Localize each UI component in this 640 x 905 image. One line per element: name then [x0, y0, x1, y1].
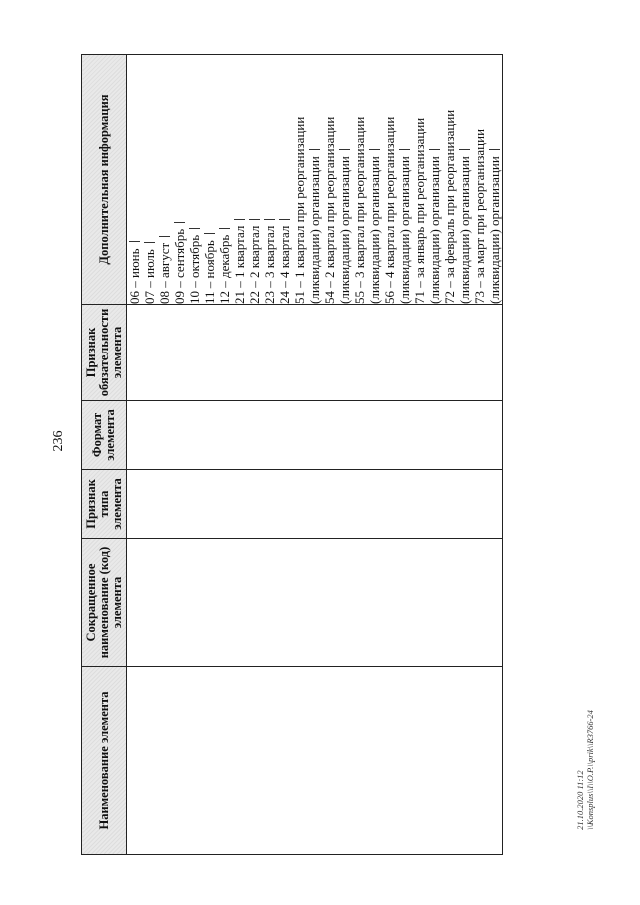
info-code-line	[307, 55, 322, 304]
info-code-text: (ликвидации) организации	[337, 156, 352, 304]
info-code-text: 22 – 2 квартал	[247, 225, 262, 304]
page-number-text: 236	[51, 430, 66, 452]
header-additional-info: Дополнительная информация	[82, 55, 127, 305]
header-element-code: Сокращенное наименование (код) элемента	[82, 539, 127, 667]
scan-mark	[429, 149, 440, 150]
document-table	[81, 54, 503, 855]
info-code-text: 55 – 3 квартал при реорганизации	[352, 116, 367, 304]
info-code-text: 07 – июль	[142, 249, 157, 304]
info-code-text: (ликвидации) организации	[457, 156, 472, 304]
info-code-text: 56 – 4 квартал при реорганизации	[382, 116, 397, 304]
info-code-text: (ликвидации) организации	[367, 156, 382, 304]
info-code-text: (ликвидации) организации	[307, 156, 322, 304]
info-code-line	[157, 55, 172, 304]
header-element-type: Признак типа элемента	[82, 470, 127, 539]
info-code-text: 12 – декабрь	[217, 234, 232, 304]
scan-mark	[129, 241, 140, 242]
info-code-text: 24 – 4 квартал	[277, 225, 292, 304]
cell-element-type	[127, 470, 503, 539]
info-code-text: 09 – сентябрь	[172, 228, 187, 304]
header-element-required: Признак обязательности элемента	[82, 305, 127, 401]
info-code-text: 10 – октябрь	[187, 234, 202, 304]
scan-mark	[489, 149, 500, 150]
info-code-text: 71 – за январь при реорганизации	[412, 117, 427, 304]
table-header-row	[82, 55, 127, 855]
info-code-line	[337, 55, 352, 304]
info-code-text: (ликвидации) организации	[487, 156, 502, 304]
info-code-line	[142, 55, 157, 304]
scan-mark	[264, 219, 275, 220]
info-code-line	[472, 55, 487, 304]
info-code-text: 23 – 3 квартал	[262, 225, 277, 304]
scan-mark	[339, 149, 350, 150]
scan-mark	[399, 149, 410, 150]
info-code-line	[352, 55, 367, 304]
scan-mark	[144, 242, 155, 243]
document-stamp	[572, 700, 598, 840]
header-element-format: Формат элемента	[82, 401, 127, 470]
info-code-line	[217, 55, 232, 304]
scan-mark	[279, 219, 290, 220]
info-code-text: (ликвидации) организации	[427, 156, 442, 304]
info-code-line	[427, 55, 442, 304]
info-code-line	[397, 55, 412, 304]
scan-mark	[219, 228, 230, 229]
header-element-name: Наименование элемента	[82, 667, 127, 855]
info-code-text: 08 – август	[157, 242, 172, 304]
scan-mark	[459, 149, 470, 150]
info-code-text: 21 – 1 квартал	[232, 225, 247, 304]
scan-mark	[174, 222, 185, 223]
info-code-text: 73 – за март при реорганизации	[472, 128, 487, 304]
info-code-text: 72 – за февраль при реорганизации	[442, 109, 457, 304]
info-code-line	[172, 55, 187, 304]
info-code-line	[487, 55, 502, 304]
info-code-line	[202, 55, 217, 304]
scan-mark	[204, 233, 215, 234]
scan-mark	[234, 219, 245, 220]
scan-mark	[189, 228, 200, 229]
info-code-text: 51 – 1 квартал при реорганизации	[292, 116, 307, 304]
info-code-line	[292, 55, 307, 304]
info-code-line	[382, 55, 397, 304]
info-code-text: (ликвидации) организации	[397, 156, 412, 304]
cell-element-required	[127, 305, 503, 401]
info-code-line	[367, 55, 382, 304]
info-code-line	[412, 55, 427, 304]
info-code-line	[277, 55, 292, 304]
scan-mark	[159, 236, 170, 237]
cell-element-code	[127, 539, 503, 667]
info-code-line	[187, 55, 202, 304]
info-code-text: 06 – июнь	[127, 248, 142, 304]
page-number	[50, 421, 68, 461]
cell-additional-info	[127, 55, 503, 305]
info-code-line	[127, 55, 142, 304]
info-code-line	[457, 55, 472, 304]
info-code-line	[262, 55, 277, 304]
cell-element-name	[127, 667, 503, 855]
scan-mark	[249, 219, 260, 220]
scan-mark	[309, 149, 320, 150]
stamp-date: 21.10.2020 11:12	[575, 770, 585, 830]
table-row	[127, 55, 503, 855]
table-container	[81, 55, 502, 855]
info-code-line	[232, 55, 247, 304]
info-code-text: 54 – 2 квартал при реорганизации	[322, 116, 337, 304]
info-code-line	[322, 55, 337, 304]
cell-element-format	[127, 401, 503, 470]
stamp-path: \\Konsplus\\I\\O.P.\\prik\\R3766-24	[585, 710, 595, 830]
scan-mark	[369, 149, 380, 150]
info-code-line	[442, 55, 457, 304]
info-code-list	[127, 55, 502, 304]
info-code-line	[247, 55, 262, 304]
info-code-text: 11 – ноябрь	[202, 240, 217, 304]
